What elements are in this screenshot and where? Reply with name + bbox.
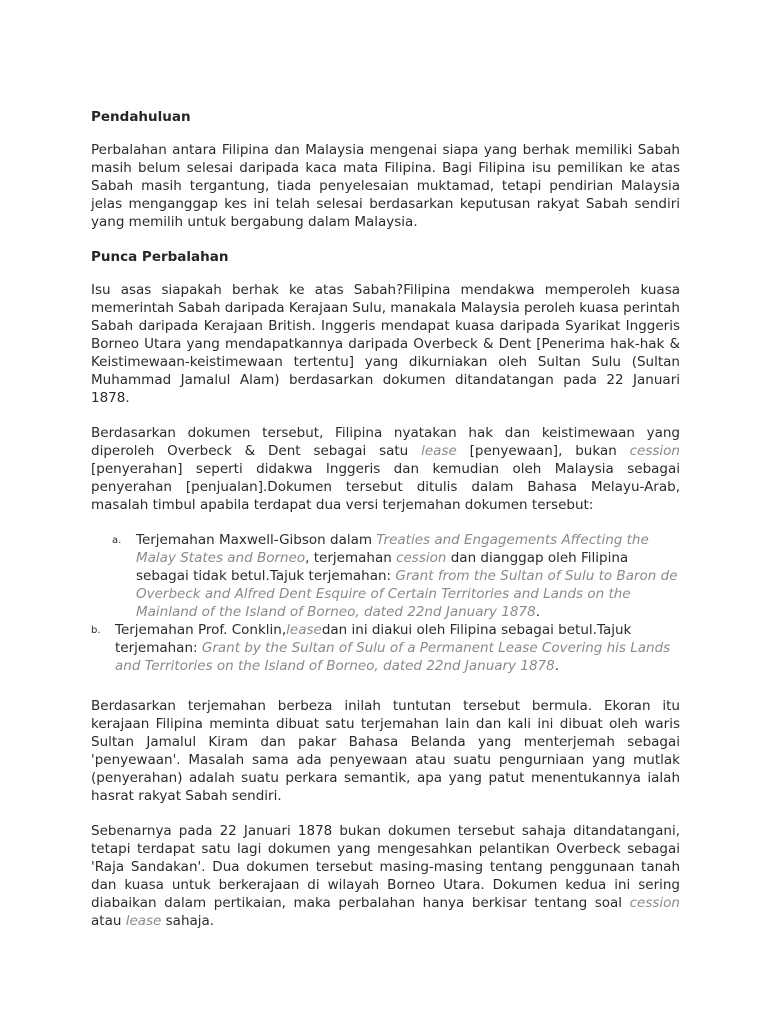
term-lease: lease bbox=[125, 913, 162, 929]
term-cession: cession bbox=[629, 895, 680, 911]
text-span: Terjemahan Maxwell-Gibson dalam bbox=[136, 532, 377, 548]
text-span: [penyewaan], bukan bbox=[456, 443, 630, 459]
term-cession: cession bbox=[629, 443, 680, 459]
list-item bbox=[91, 621, 680, 675]
text-span: sahaja. bbox=[161, 913, 215, 929]
term-lease: lease bbox=[286, 622, 322, 638]
text-span: Sebenarnya pada 22 Januari 1878 bukan dokumen tersebut sahaja ditandatangani, tetapi terdapat satu lagi dokumen yang mengesahkan pelantikan Overbeck sebagai 'Raja Sandakan'. Dua dokumen tersebut masing-masing tentang penggunaan tanah dan kuasa untuk berkerajaan di wilayah Borneo Utara. Dokumen kedua ini sering diabaikan dalam pertikaian, maka perbalahan hanya berkisar tentang soal bbox=[91, 823, 680, 911]
text-span: . bbox=[535, 604, 540, 620]
translation-title: Grant from the Sultan of Sulu to Baron de Overbeck and Alfred Dent Esquire of Certain Territories and Lands on the Mainland of the Island of Borneo, dated 22nd January 1878 bbox=[136, 568, 678, 620]
list-marker: b. bbox=[91, 625, 101, 636]
text-span: atau bbox=[91, 913, 126, 929]
paragraph-issue: Isu asas siapakah berhak ke atas Sabah?Filipina mendakwa memperoleh kuasa memerintah Sabah daripada Kerajaan Sulu, manakala Malaysia peroleh kuasa perintah Sabah daripada Kerajaan British. Inggeris mendapat kuasa daripada Syarikat Inggeris Borneo Utara yang mendapatkannya daripada Overbeck & Dent [Penerima hak-hak & Keistimewaan-keistimewaan tertentu] yang dikurniakan oleh Sultan Sulu (Sultan Muhammad Jamalul Alam) berdasarkan dokumen ditandatangan pada 22 Januari 1878. bbox=[91, 282, 680, 406]
heading-pendahuluan: Pendahuluan bbox=[91, 109, 191, 125]
text-span: Terjemahan Prof. Conklin, bbox=[115, 622, 287, 638]
text-span: , terjemahan bbox=[305, 550, 397, 566]
translation-title: Grant by the Sultan of Sulu of a Permanent Lease Covering his Lands and Territories on the Island of Borneo, dated 22nd January 1878 bbox=[115, 640, 671, 674]
heading-punca-perbalahan: Punca Perbalahan bbox=[91, 249, 229, 265]
list-marker: a. bbox=[112, 535, 122, 546]
text-span: dan dianggap oleh Filipina sebagai tidak betul.Tajuk terjemahan: bbox=[136, 550, 629, 584]
translation-list bbox=[91, 531, 680, 675]
paragraph-intro: Perbalahan antara Filipina dan Malaysia mengenai siapa yang berhak memiliki Sabah masih belum selesai daripada kaca mata Filipina. Bagi Filipina isu pemilikan ke atas Sabah masih tergantung, tiada penyelesaian muktamad, tetapi pendirian Malaysia jelas menganggap kes ini telah selesai berdasarkan keputusan rakyat Sabah sendiri yang memilih untuk bergabung dalam Malaysia. bbox=[91, 142, 680, 230]
text-span: dan ini diakui oleh Filipina sebagai betul.Tajuk terjemahan: bbox=[115, 622, 632, 656]
book-title: Treaties and Engagements Affecting the Malay States and Borneo bbox=[136, 532, 649, 566]
term-cession: cession bbox=[396, 550, 447, 566]
list-item bbox=[91, 531, 680, 621]
paragraph-document bbox=[91, 424, 680, 514]
term-lease: lease bbox=[421, 443, 457, 459]
text-span: [penyerahan] seperti didakwa Inggeris dan kemudian oleh Malaysia sebagai penyerahan [penjualan].Dokumen tersebut ditulis dalam Bahasa Melayu-Arab, masalah timbul apabila terdapat dua versi terjemahan dokumen tersebut: bbox=[91, 461, 680, 513]
paragraph-second-document bbox=[91, 822, 680, 930]
text-span: . bbox=[554, 658, 560, 674]
text-span: Berdasarkan dokumen tersebut, Filipina nyatakan hak dan keistimewaan yang diperoleh Overbeck & Dent sebagai satu bbox=[91, 425, 680, 459]
paragraph-translation: Berdasarkan terjemahan berbeza inilah tuntutan tersebut bermula. Ekoran itu kerajaan Filipina meminta dibuat satu terjemahan lain dan kali ini dibuat oleh waris Sultan Jamalul Kiram dan pakar Bahasa Belanda yang menterjemah sebagai 'penyewaan'. Masalah sama ada penyewaan atau suatu pengurniaan yang mutlak (penyerahan) adalah suatu perkara semantik, apa yang patut menentukannya ialah hasrat rakyat Sabah sendiri. bbox=[91, 698, 680, 804]
